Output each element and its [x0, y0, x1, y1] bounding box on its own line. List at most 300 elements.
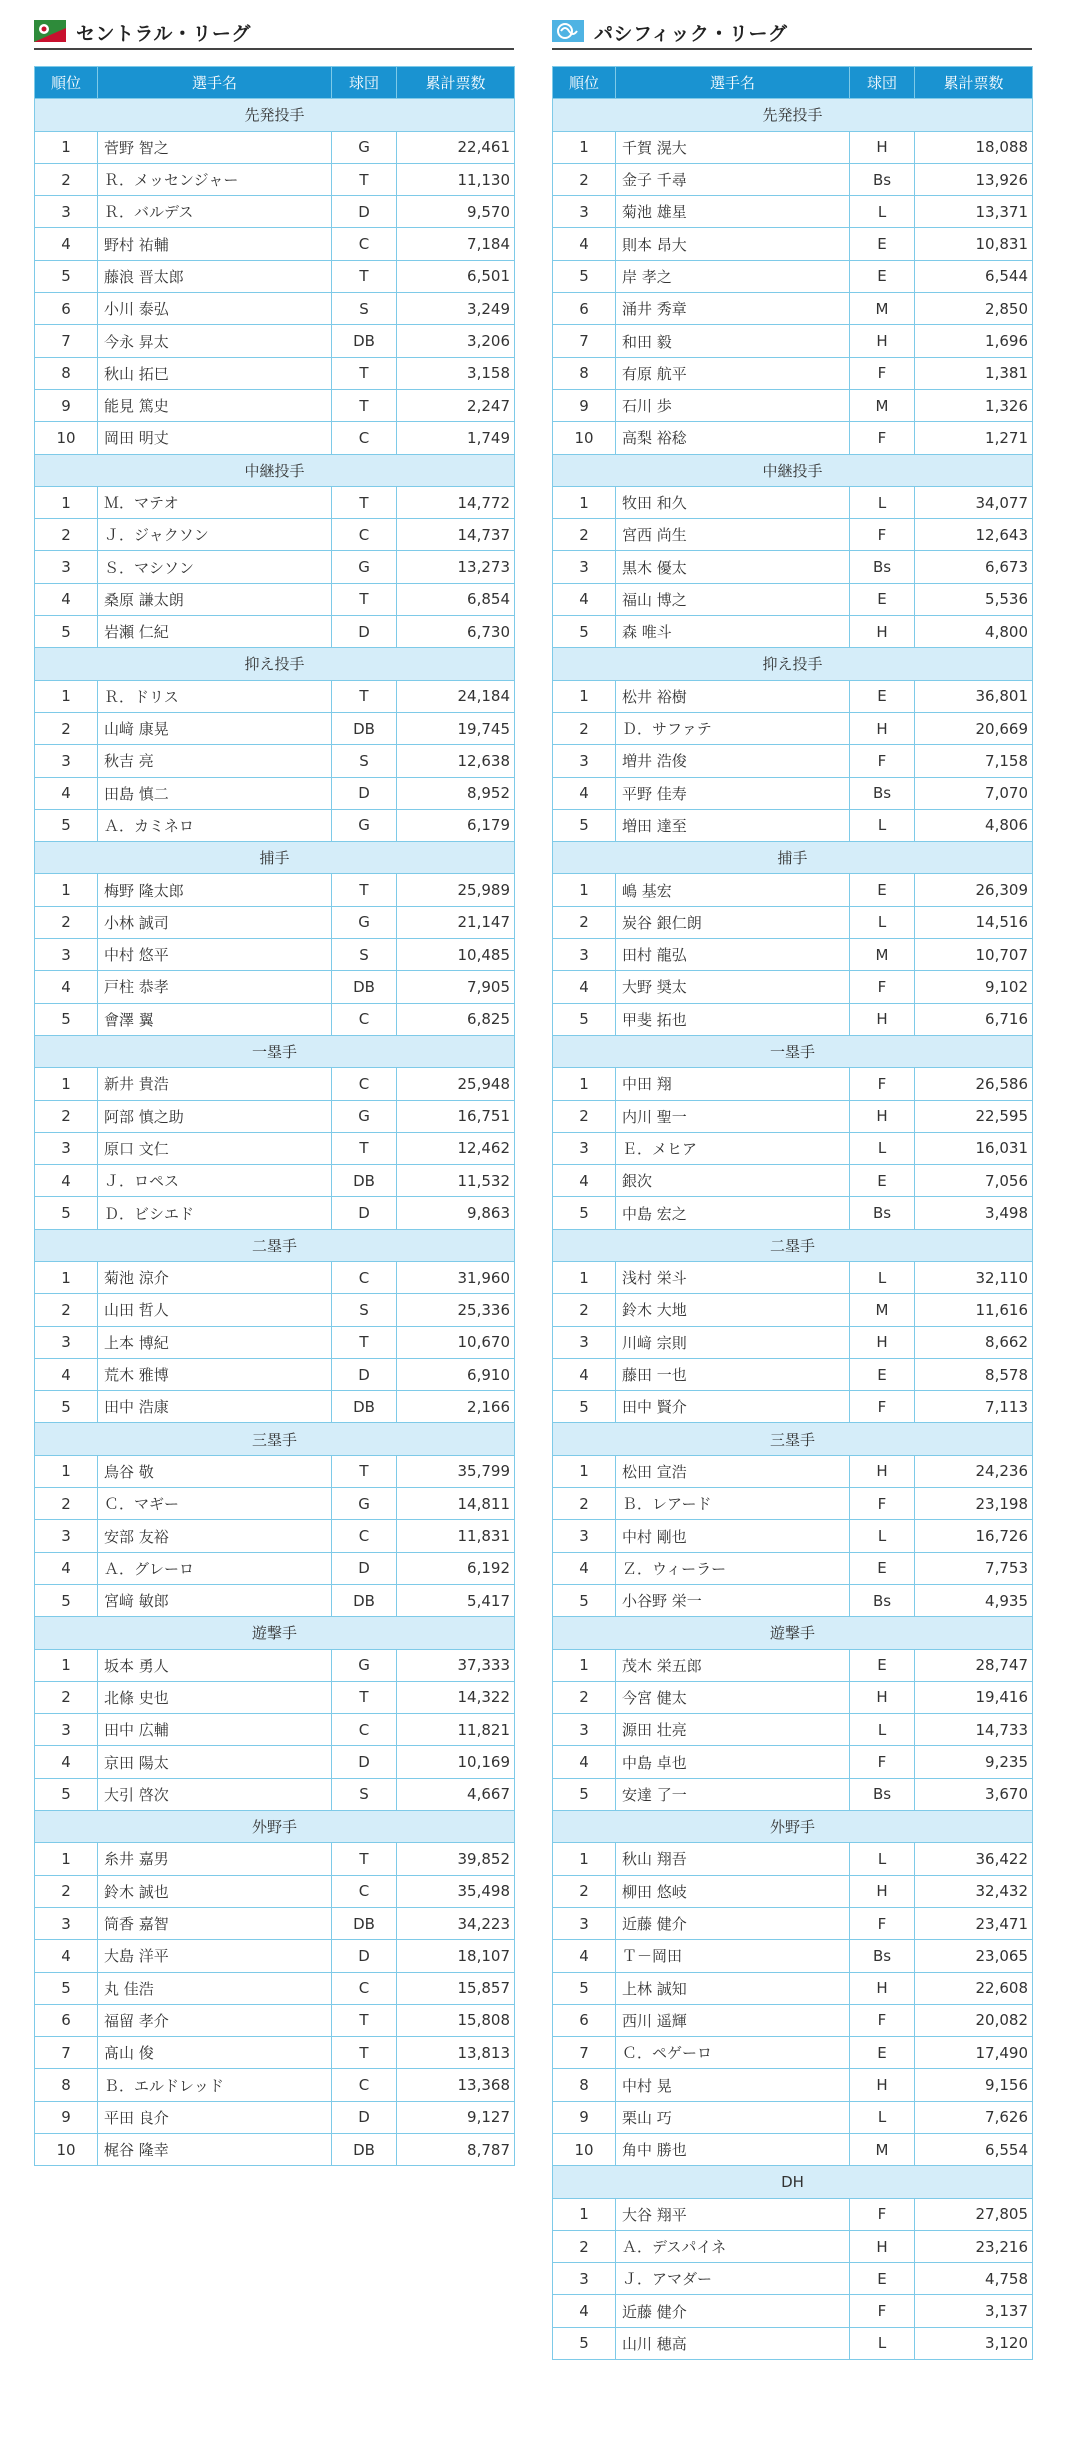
votes-cell: 22,461: [397, 131, 515, 163]
votes-cell: 22,595: [915, 1100, 1033, 1132]
team-cell: C: [332, 1068, 397, 1100]
team-cell: M: [850, 389, 915, 421]
votes-cell: 10,831: [915, 228, 1033, 260]
player-name-cell: 千賀 滉大: [616, 131, 850, 163]
position-section-row: [553, 99, 1033, 131]
rank-cell: 2: [35, 519, 98, 551]
rank-cell: 2: [35, 1294, 98, 1326]
position-section-title: 遊撃手: [553, 1617, 1033, 1649]
position-section-title: 中継投手: [35, 454, 515, 486]
votes-cell: 19,745: [397, 712, 515, 744]
votes-cell: 10,485: [397, 939, 515, 971]
position-section-title: 遊撃手: [35, 1617, 515, 1649]
player-name-cell: 則本 昂大: [616, 228, 850, 260]
table-row: [35, 486, 515, 518]
position-section-row: [553, 842, 1033, 874]
votes-cell: 7,184: [397, 228, 515, 260]
table-row: [553, 1294, 1033, 1326]
team-cell: T: [332, 1326, 397, 1358]
table-row: [553, 777, 1033, 809]
votes-cell: 3,120: [915, 2327, 1033, 2359]
position-section-title: 抑え投手: [35, 648, 515, 680]
player-name-cell: 安部 友裕: [98, 1520, 332, 1552]
team-cell: D: [332, 616, 397, 648]
rank-cell: 3: [553, 1907, 616, 1939]
table-row: [553, 2037, 1033, 2069]
votes-cell: 11,821: [397, 1714, 515, 1746]
player-name-cell: 上本 博紀: [98, 1326, 332, 1358]
votes-cell: 14,737: [397, 519, 515, 551]
rank-cell: 3: [553, 939, 616, 971]
table-row: [35, 1907, 515, 1939]
team-cell: L: [850, 1261, 915, 1293]
rank-cell: 3: [553, 1326, 616, 1358]
votes-cell: 39,852: [397, 1843, 515, 1875]
rank-cell: 1: [553, 1649, 616, 1681]
votes-cell: 34,077: [915, 486, 1033, 518]
rank-cell: 1: [35, 1649, 98, 1681]
position-section-title: 先発投手: [35, 99, 515, 131]
rank-cell: 6: [35, 2004, 98, 2036]
player-name-cell: 小川 泰弘: [98, 293, 332, 325]
votes-cell: 6,501: [397, 260, 515, 292]
votes-cell: 10,169: [397, 1746, 515, 1778]
player-name-cell: 柳田 悠岐: [616, 1875, 850, 1907]
rank-cell: 5: [553, 1197, 616, 1229]
player-name-cell: 角中 勝也: [616, 2134, 850, 2166]
rank-cell: 1: [35, 1455, 98, 1487]
table-row: [35, 1714, 515, 1746]
rank-cell: 4: [553, 1552, 616, 1584]
votes-cell: 10,707: [915, 939, 1033, 971]
team-cell: H: [850, 1326, 915, 1358]
votes-cell: 2,166: [397, 1391, 515, 1423]
pacific-league-section: [552, 16, 1032, 2360]
rank-cell: 5: [35, 260, 98, 292]
player-name-cell: 岸 孝之: [616, 260, 850, 292]
player-name-cell: Ｓ．マシソン: [98, 551, 332, 583]
team-cell: C: [332, 1520, 397, 1552]
table-row: [35, 1746, 515, 1778]
votes-cell: 7,056: [915, 1165, 1033, 1197]
table-row: [553, 809, 1033, 841]
team-cell: G: [332, 131, 397, 163]
rank-cell: 5: [553, 616, 616, 648]
team-cell: F: [850, 1488, 915, 1520]
player-name-cell: 田中 広輔: [98, 1714, 332, 1746]
central-league-section: [34, 16, 514, 2166]
table-row: [553, 1552, 1033, 1584]
votes-cell: 9,102: [915, 971, 1033, 1003]
team-cell: T: [332, 2037, 397, 2069]
team-cell: H: [850, 2069, 915, 2101]
team-cell: F: [850, 745, 915, 777]
table-row: [553, 1520, 1033, 1552]
rank-cell: 5: [553, 2327, 616, 2359]
team-cell: G: [332, 1100, 397, 1132]
rank-cell: 4: [35, 228, 98, 260]
team-cell: D: [332, 1358, 397, 1390]
table-row: [35, 1940, 515, 1972]
team-cell: C: [332, 1972, 397, 2004]
votes-cell: 3,670: [915, 1778, 1033, 1810]
team-cell: E: [850, 2263, 915, 2295]
team-cell: L: [850, 1843, 915, 1875]
table-row: [35, 1358, 515, 1390]
table-row: [35, 293, 515, 325]
votes-cell: 25,948: [397, 1068, 515, 1100]
vote-table: [34, 66, 515, 2166]
table-row: [35, 712, 515, 744]
rank-cell: 1: [553, 1261, 616, 1293]
player-name-cell: 石川 歩: [616, 389, 850, 421]
player-name-cell: 田島 慎二: [98, 777, 332, 809]
table-row: [553, 1261, 1033, 1293]
table-row: [553, 260, 1033, 292]
table-row: [553, 583, 1033, 615]
team-cell: T: [332, 486, 397, 518]
team-cell: S: [332, 1778, 397, 1810]
table-row: [553, 939, 1033, 971]
votes-cell: 28,747: [915, 1649, 1033, 1681]
player-name-cell: 平野 佳寿: [616, 777, 850, 809]
votes-cell: 1,271: [915, 422, 1033, 454]
table-row: [553, 2230, 1033, 2262]
table-row: [553, 2295, 1033, 2327]
rank-cell: 2: [35, 712, 98, 744]
table-row: [35, 2004, 515, 2036]
rank-header: 順位: [553, 67, 616, 99]
team-cell: E: [850, 260, 915, 292]
player-name-cell: Ｊ．ロペス: [98, 1165, 332, 1197]
votes-cell: 9,127: [397, 2101, 515, 2133]
votes-cell: 27,805: [915, 2198, 1033, 2230]
player-name-cell: 涌井 秀章: [616, 293, 850, 325]
player-name-cell: Ｄ．ビシエド: [98, 1197, 332, 1229]
team-cell: D: [332, 1940, 397, 1972]
player-name-cell: 戸柱 恭孝: [98, 971, 332, 1003]
player-header: 選手名: [98, 67, 332, 99]
team-cell: H: [850, 325, 915, 357]
votes-cell: 13,371: [915, 196, 1033, 228]
rank-cell: 7: [553, 2037, 616, 2069]
votes-cell: 6,910: [397, 1358, 515, 1390]
votes-cell: 1,696: [915, 325, 1033, 357]
team-cell: Bs: [850, 163, 915, 195]
team-cell: T: [332, 874, 397, 906]
rank-cell: 3: [553, 1132, 616, 1164]
team-cell: E: [850, 1552, 915, 1584]
rank-cell: 5: [553, 1003, 616, 1035]
rank-cell: 10: [553, 2134, 616, 2166]
votes-cell: 8,787: [397, 2134, 515, 2166]
rank-cell: 5: [35, 1003, 98, 1035]
team-cell: L: [850, 196, 915, 228]
votes-cell: 12,638: [397, 745, 515, 777]
player-name-cell: Ｂ．レアード: [616, 1488, 850, 1520]
table-row: [553, 519, 1033, 551]
votes-cell: 17,490: [915, 2037, 1033, 2069]
team-cell: S: [332, 293, 397, 325]
votes-cell: 1,381: [915, 357, 1033, 389]
votes-cell: 24,184: [397, 680, 515, 712]
votes-cell: 1,326: [915, 389, 1033, 421]
table-row: [35, 357, 515, 389]
pacific-league-logo-icon: [552, 20, 584, 42]
team-cell: H: [850, 1681, 915, 1713]
team-cell: L: [850, 809, 915, 841]
votes-cell: 6,179: [397, 809, 515, 841]
table-row: [553, 2069, 1033, 2101]
rank-cell: 3: [553, 1520, 616, 1552]
rank-cell: 5: [553, 1584, 616, 1616]
rank-cell: 10: [35, 2134, 98, 2166]
rank-cell: 1: [553, 1068, 616, 1100]
rank-cell: 3: [35, 1520, 98, 1552]
position-section-row: [553, 2166, 1033, 2198]
team-cell: F: [850, 519, 915, 551]
rank-cell: 4: [553, 1746, 616, 1778]
position-section-row: [553, 454, 1033, 486]
votes-cell: 23,198: [915, 1488, 1033, 1520]
votes-cell: 11,130: [397, 163, 515, 195]
votes-cell: 16,751: [397, 1100, 515, 1132]
player-name-cell: 西川 遥輝: [616, 2004, 850, 2036]
rank-cell: 1: [35, 131, 98, 163]
rank-cell: 4: [35, 1746, 98, 1778]
position-section-title: 一塁手: [553, 1035, 1033, 1067]
rank-cell: 2: [553, 1488, 616, 1520]
votes-cell: 8,952: [397, 777, 515, 809]
votes-cell: 18,088: [915, 131, 1033, 163]
table-row: [35, 551, 515, 583]
team-cell: G: [332, 809, 397, 841]
votes-cell: 35,498: [397, 1875, 515, 1907]
player-name-cell: 増田 達至: [616, 809, 850, 841]
team-cell: DB: [332, 325, 397, 357]
position-section-row: [553, 1617, 1033, 1649]
rank-cell: 8: [35, 2069, 98, 2101]
team-cell: T: [332, 163, 397, 195]
table-row: [35, 325, 515, 357]
votes-cell: 25,989: [397, 874, 515, 906]
player-name-cell: 山川 穂高: [616, 2327, 850, 2359]
team-cell: L: [850, 1520, 915, 1552]
position-section-row: [553, 1423, 1033, 1455]
player-name-cell: 鈴木 大地: [616, 1294, 850, 1326]
rank-cell: 1: [35, 874, 98, 906]
player-name-cell: 増井 浩俊: [616, 745, 850, 777]
table-row: [553, 2327, 1033, 2359]
player-name-cell: 安達 了一: [616, 1778, 850, 1810]
table-row: [553, 228, 1033, 260]
rank-cell: 3: [35, 745, 98, 777]
votes-cell: 4,935: [915, 1584, 1033, 1616]
team-cell: Bs: [850, 1584, 915, 1616]
league-title: パシフィック・リーグ: [594, 23, 788, 45]
votes-cell: 26,309: [915, 874, 1033, 906]
team-cell: D: [332, 1197, 397, 1229]
team-header: 球団: [332, 67, 397, 99]
votes-cell: 32,110: [915, 1261, 1033, 1293]
votes-cell: 7,905: [397, 971, 515, 1003]
rank-cell: 2: [553, 712, 616, 744]
player-name-cell: 浅村 栄斗: [616, 1261, 850, 1293]
votes-cell: 3,137: [915, 2295, 1033, 2327]
team-cell: C: [332, 2069, 397, 2101]
votes-cell: 7,070: [915, 777, 1033, 809]
rank-cell: 4: [35, 777, 98, 809]
position-section-row: [553, 1229, 1033, 1261]
player-name-cell: Ａ．グレーロ: [98, 1552, 332, 1584]
table-row: [35, 874, 515, 906]
table-row: [35, 616, 515, 648]
votes-cell: 6,854: [397, 583, 515, 615]
votes-cell: 4,758: [915, 2263, 1033, 2295]
team-cell: D: [332, 1746, 397, 1778]
rank-cell: 2: [553, 1681, 616, 1713]
votes-cell: 6,716: [915, 1003, 1033, 1035]
player-name-cell: 鳥谷 敬: [98, 1455, 332, 1487]
table-row: [35, 809, 515, 841]
table-row: [553, 2004, 1033, 2036]
table-row: [553, 2263, 1033, 2295]
table-row: [35, 1520, 515, 1552]
table-row: [35, 1326, 515, 1358]
table-row: [553, 1972, 1033, 2004]
player-name-cell: 梶谷 隆幸: [98, 2134, 332, 2166]
team-cell: T: [332, 1681, 397, 1713]
vote-table: [552, 66, 1033, 2360]
votes-cell: 9,156: [915, 2069, 1033, 2101]
team-cell: H: [850, 1875, 915, 1907]
rank-cell: 6: [35, 293, 98, 325]
player-name-cell: 上林 誠知: [616, 1972, 850, 2004]
player-name-cell: 平田 良介: [98, 2101, 332, 2133]
team-cell: T: [332, 583, 397, 615]
position-section-row: [35, 1617, 515, 1649]
rank-cell: 1: [35, 1068, 98, 1100]
votes-cell: 16,726: [915, 1520, 1033, 1552]
votes-cell: 12,462: [397, 1132, 515, 1164]
player-name-cell: 大谷 翔平: [616, 2198, 850, 2230]
table-row: [553, 551, 1033, 583]
table-row: [35, 260, 515, 292]
team-cell: G: [332, 1488, 397, 1520]
team-cell: E: [850, 680, 915, 712]
table-row: [553, 1132, 1033, 1164]
rank-cell: 3: [35, 939, 98, 971]
team-cell: C: [332, 1003, 397, 1035]
player-name-cell: 大野 奨太: [616, 971, 850, 1003]
rank-cell: 2: [553, 1875, 616, 1907]
rank-cell: 5: [553, 1778, 616, 1810]
rank-cell: 3: [553, 196, 616, 228]
votes-cell: 9,570: [397, 196, 515, 228]
player-name-cell: 新井 貴浩: [98, 1068, 332, 1100]
player-name-cell: 銀次: [616, 1165, 850, 1197]
team-cell: H: [850, 131, 915, 163]
team-cell: F: [850, 1907, 915, 1939]
team-cell: D: [332, 1552, 397, 1584]
player-name-cell: 會澤 翼: [98, 1003, 332, 1035]
table-row: [553, 1843, 1033, 1875]
table-row: [553, 196, 1033, 228]
player-header: 選手名: [616, 67, 850, 99]
player-name-cell: 嶋 基宏: [616, 874, 850, 906]
team-cell: H: [850, 712, 915, 744]
player-name-cell: 大引 啓次: [98, 1778, 332, 1810]
player-name-cell: Ｒ．ドリス: [98, 680, 332, 712]
table-row: [553, 1358, 1033, 1390]
rank-cell: 1: [553, 1455, 616, 1487]
table-row: [553, 680, 1033, 712]
votes-cell: 4,667: [397, 1778, 515, 1810]
player-name-cell: 内川 聖一: [616, 1100, 850, 1132]
team-cell: C: [332, 1261, 397, 1293]
rank-cell: 1: [553, 2198, 616, 2230]
votes-cell: 20,082: [915, 2004, 1033, 2036]
table-row: [35, 971, 515, 1003]
votes-cell: 22,608: [915, 1972, 1033, 2004]
votes-cell: 14,811: [397, 1488, 515, 1520]
table-row: [35, 422, 515, 454]
table-row: [35, 1875, 515, 1907]
team-cell: DB: [332, 971, 397, 1003]
table-row: [35, 1294, 515, 1326]
player-name-cell: 秋吉 亮: [98, 745, 332, 777]
rank-cell: 9: [553, 389, 616, 421]
table-header-row: [553, 67, 1033, 99]
player-name-cell: 坂本 勇人: [98, 1649, 332, 1681]
rank-cell: 2: [35, 1100, 98, 1132]
votes-cell: 8,578: [915, 1358, 1033, 1390]
votes-cell: 13,368: [397, 2069, 515, 2101]
rank-cell: 8: [35, 357, 98, 389]
votes-cell: 24,236: [915, 1455, 1033, 1487]
table-row: [553, 1326, 1033, 1358]
votes-cell: 36,422: [915, 1843, 1033, 1875]
votes-cell: 23,216: [915, 2230, 1033, 2262]
team-cell: L: [850, 2327, 915, 2359]
table-row: [553, 325, 1033, 357]
rank-cell: 8: [553, 2069, 616, 2101]
player-name-cell: 能見 篤史: [98, 389, 332, 421]
team-cell: DB: [332, 1584, 397, 1616]
team-cell: G: [332, 1649, 397, 1681]
player-name-cell: 黒木 優太: [616, 551, 850, 583]
player-name-cell: 高梨 裕稔: [616, 422, 850, 454]
position-section-row: [553, 1035, 1033, 1067]
position-section-row: [35, 1423, 515, 1455]
player-name-cell: 糸井 嘉男: [98, 1843, 332, 1875]
rank-cell: 5: [553, 809, 616, 841]
player-name-cell: 野村 祐輔: [98, 228, 332, 260]
player-name-cell: 有原 航平: [616, 357, 850, 389]
rank-cell: 8: [553, 357, 616, 389]
table-row: [553, 1391, 1033, 1423]
position-section-title: 三塁手: [553, 1423, 1033, 1455]
player-name-cell: 梅野 隆太郎: [98, 874, 332, 906]
rank-cell: 2: [35, 1875, 98, 1907]
table-row: [553, 2134, 1033, 2166]
rank-cell: 2: [553, 2230, 616, 2262]
team-cell: H: [850, 616, 915, 648]
player-name-cell: 岡田 明丈: [98, 422, 332, 454]
team-cell: H: [850, 1100, 915, 1132]
player-name-cell: 原口 文仁: [98, 1132, 332, 1164]
rank-cell: 5: [35, 1584, 98, 1616]
